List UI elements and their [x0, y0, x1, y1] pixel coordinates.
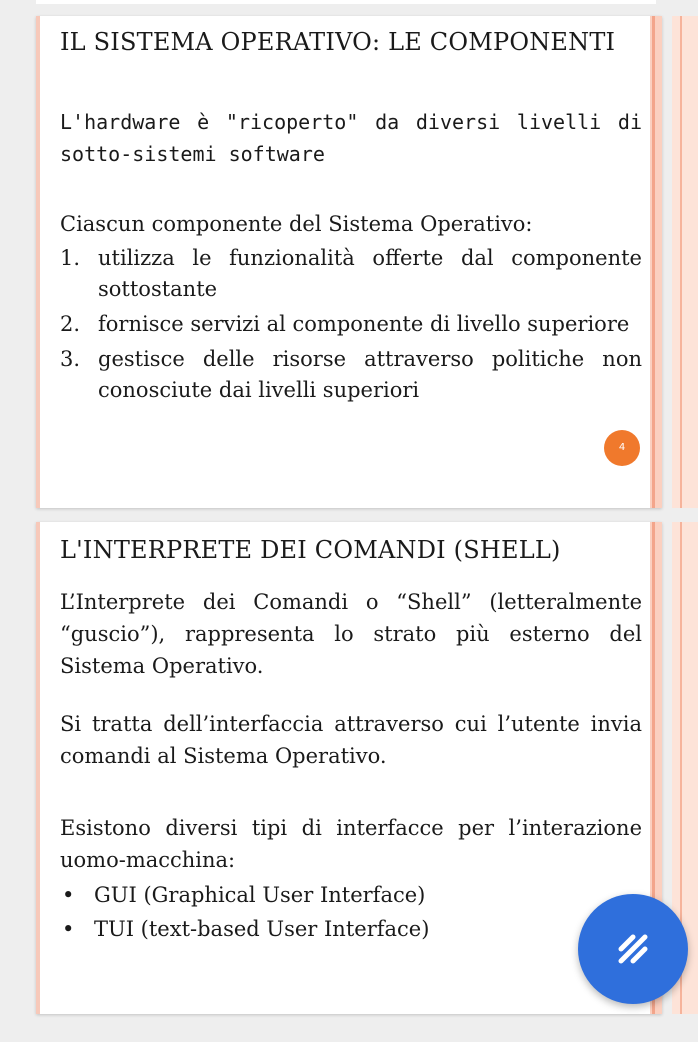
pen-edit-icon	[607, 923, 659, 975]
annotate-button[interactable]	[578, 894, 688, 1004]
components-list	[60, 243, 642, 410]
list-item	[60, 344, 642, 406]
previous-slide-edge	[36, 0, 656, 4]
slide-page-4[interactable]	[36, 16, 662, 508]
list-item-text: gestisce delle risorse attraverso politiche non conosciute dai livelli superiori	[98, 347, 642, 402]
list-number: 2.	[60, 312, 81, 336]
list-item-text: fornisce servizi al componente di livello superiore	[98, 312, 630, 336]
intro-paragraph: L'hardware è "ricoperto" da diversi livelli di sotto-sistemi software	[60, 110, 642, 166]
bullet-icon: •	[62, 883, 75, 907]
list-number: 1.	[60, 246, 81, 270]
slide-shell[interactable]	[36, 522, 662, 1014]
list-item	[60, 309, 642, 340]
slide-right-border	[650, 16, 662, 508]
list-item	[60, 243, 642, 305]
slide-margin-stripe	[672, 16, 698, 508]
slide-title: IL SISTEMA OPERATIVO: LE COMPONENTI	[60, 28, 616, 56]
list-item	[60, 878, 642, 912]
page-number-badge: 4	[604, 430, 640, 466]
slide-left-border	[36, 522, 40, 1014]
shell-definition-paragraph: L’Interprete dei Comandi o “Shell” (letteralmente “guscio”), rappresenta lo strato più esterno del Sistema Operativo.	[60, 590, 642, 678]
shell-interface-paragraph: Si tratta dell’interfaccia attraverso cui l’utente invia comandi al Sistema Operativo.	[60, 712, 642, 768]
interface-types-list	[60, 878, 642, 946]
list-item-text: utilizza le funzionalità offerte dal componente sottostante	[98, 246, 642, 301]
slide-title: L'INTERPRETE DEI COMANDI (SHELL)	[60, 536, 561, 564]
list-number: 3.	[60, 347, 81, 371]
interface-types-paragraph: Esistono diversi tipi di interfacce per l’interazione uomo-macchina:	[60, 816, 642, 872]
slide-left-border	[36, 16, 40, 508]
list-item	[60, 912, 642, 946]
bullet-icon: •	[62, 917, 75, 941]
list-item-text: TUI (text-based User Interface)	[94, 917, 430, 941]
list-item-text: GUI (Graphical User Interface)	[94, 883, 426, 907]
list-lead: Ciascun componente del Sistema Operativo:	[60, 212, 533, 236]
